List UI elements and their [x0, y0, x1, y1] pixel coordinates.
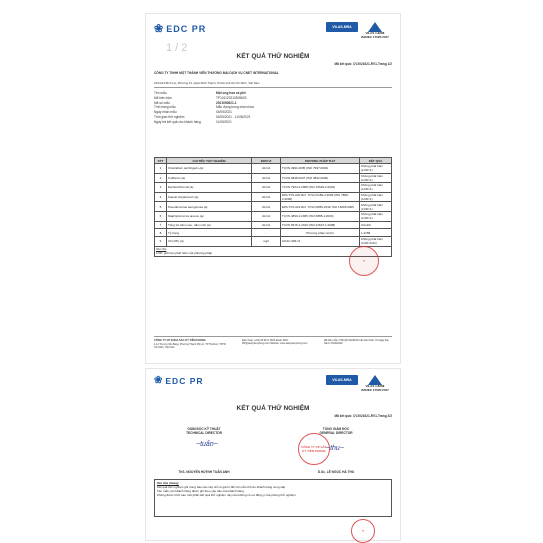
notes-title: Ghi chú: [156, 247, 167, 252]
technical-director-role: GIÁM ĐỐC KỸ THUẬT: [187, 427, 221, 431]
cell-stt: 1: [155, 164, 167, 174]
vilas-mra-badge: VILAS-MRA: [326, 22, 358, 32]
general-director-signature: ~thu~: [326, 445, 344, 452]
cell-result: Không phát hiện (LOD=1): [360, 173, 392, 183]
general-director-role: TỔNG GIÁM ĐỐC: [322, 427, 350, 431]
table-row: [155, 192, 392, 202]
cell-unit: cfu/ml: [252, 192, 281, 202]
sample-info-value: 11/05/2021: [216, 119, 232, 124]
cell-parameter: Coliforms (a): [167, 173, 252, 183]
aplac-line: ISO/IEC 17025:2017: [361, 34, 389, 39]
sample-info-label: Thời gian thử nghiệm: [154, 114, 185, 119]
customer-company: CÔNG TY TNHH MỘT THÀNH VIÊN THƯƠNG MẠI DỊCH VỤ CNET INTERNATIONAL: [154, 71, 279, 75]
report-title: KẾT QUẢ THỬ NGHIỆM: [236, 53, 310, 60]
cell-parameter: Escherichia coli (a): [167, 183, 252, 193]
report-title: KẾT QUẢ THỬ NGHIỆM: [236, 405, 310, 412]
page-indicator: 1 / 2: [166, 42, 188, 54]
table-row: [155, 164, 392, 174]
general-director-name: D.Sc. LÊ NGỌC HÀ THU: [317, 470, 355, 474]
cell-unit: mg/l: [252, 237, 281, 247]
accreditation-logos: [326, 22, 389, 39]
notes-text: LOD: giới hạn phát hiện của phương pháp: [156, 251, 213, 256]
report-page-2: [146, 369, 400, 540]
cell-method: EPA-TP1-020 Ref. TCVN 6189-2:2009 (ISO 7899-2:2000): [281, 192, 360, 202]
cell-parameter: Chì (Pb) (a): [167, 237, 252, 247]
cell-method: AOAC 999.11: [281, 237, 360, 247]
cell-result: Không phát hiện (LOD=1): [360, 183, 392, 193]
footer-company: CÔNG TY CP KHOA SẮC KÝ TIÊN PHONG: [154, 339, 206, 342]
customer-address: 23/31/23 Bình Lợi, Phường 13, Quận Bình Thạnh, Thành phố Hồ Chí Minh, Việt Nam: [154, 81, 260, 85]
cell-method: Phương pháp nội bộ: [281, 229, 360, 237]
report-code: Mã kết quả: CV2021621-RV1-Trang 1/2: [334, 62, 392, 66]
divider: [154, 87, 392, 88]
red-seal-stamp: ✦: [349, 246, 379, 276]
table-row: [155, 221, 392, 229]
aplac-logo: [361, 22, 389, 39]
table-row: [155, 211, 392, 221]
footer-contact: Điện thoại: (+84) 28 6271 1823 Email: EDC-PR@sackytienphong.com Website: www.sackytienphong.com: [242, 339, 308, 346]
general-note-item: Kết quả thử nghiệm ghi trong báo cáo này chỉ có giá trị đối với mẫu thử do khách hàng cung cấp.: [157, 485, 287, 489]
cell-result: Không phát hiện (LOD=1): [360, 211, 392, 221]
table-row: [155, 183, 392, 193]
col-header-method: PHƯƠNG PHÁP THỬ: [281, 158, 360, 164]
footer-form-meta: Mã biểu mẫu: 07R-QP-0023/F02 Lần ban hành: 01 Ngày ban hành: 03/09/2020: [324, 339, 389, 346]
footer-divider: [154, 336, 392, 337]
edc-logo: [154, 375, 204, 386]
sample-info-value: Một ong hoa cà phê: [216, 91, 246, 95]
cell-result: Không phát hiện (LOD=1): [360, 202, 392, 212]
aplac-line: VILAS 1.8268: [365, 384, 385, 388]
col-header-parameter: CHỈ TIÊU THỬ NGHIỆM: [167, 158, 252, 164]
sample-info: [154, 91, 392, 125]
sample-info-label: Tên mẫu: [154, 91, 167, 95]
cell-stt: 2: [155, 173, 167, 183]
red-seal-stamp: ✦: [351, 519, 375, 543]
cell-parameter: Clostridium perfringens (a): [167, 164, 252, 174]
logo-text: EDC PR: [165, 375, 204, 386]
col-header-unit: ĐƠN VỊ: [252, 158, 281, 164]
cell-method: TCVN 8275-1:2010 (ISO 21527-1:2008): [281, 221, 360, 229]
sample-info-label: Mã số mẫu: [154, 100, 170, 105]
sample-info-value: TP101120210505603: [216, 95, 247, 100]
stamp-text: CÔNG TY CP SẮC KÝ TIÊN PHONG: [301, 445, 327, 453]
aplac-line: VILAS 1.8268: [365, 31, 385, 35]
vilas-mra-badge: VILAS-MRA: [326, 375, 358, 385]
cell-parameter: Staphylococcus aureus (a): [167, 211, 252, 221]
sample-info-label: Ngày trả kết quả cho khách hàng: [154, 119, 201, 124]
edc-logo-icon: ❀: [154, 375, 163, 386]
report-code: Mã kết quả: CV2021621-RV1-Trang 2/2: [334, 414, 392, 418]
cell-result: Không phát hiện (LOD=0,02): [360, 237, 392, 247]
sample-info-label: Mã biên bản: [154, 95, 172, 100]
cell-stt: 7: [155, 221, 167, 229]
cell-stt: 3: [155, 183, 167, 193]
cell-stt: 6: [155, 211, 167, 221]
cell-unit: cfu/ml: [252, 202, 281, 212]
cell-unit: cfu/ml: [252, 211, 281, 221]
sample-info-row: [154, 120, 392, 125]
sample-info-label: Tình trạng mẫu: [154, 105, 176, 110]
footer-address: 1-14 Trương Văn Bang, Phường Thạnh Mỹ Lợi, TP.Thủ Đức, TP.Hồ Chí Minh, Việt Nam: [154, 343, 226, 349]
cell-unit: cfu/ml: [252, 221, 281, 229]
col-header-stt: STT: [155, 158, 167, 164]
technical-director-signature: ~tuấn~: [196, 441, 218, 448]
edc-logo: [154, 22, 206, 35]
sample-info-value: Mẫu đựng trong chai nhựa: [216, 105, 254, 110]
cell-result: Không phát hiện (LOD=1): [360, 192, 392, 202]
col-header-result: KẾT QUẢ: [360, 158, 392, 164]
general-notes-title: Ghi chú chung:: [157, 481, 179, 485]
cell-method: EPA-TP1-019 Ref. TCVN 8881:2011/ ISO 16266:2006: [281, 202, 360, 212]
cell-parameter: Tổng số nấm men, nấm mốc (a): [167, 221, 252, 229]
sample-info-value: 04/05/2021 - 11/05/2021: [216, 114, 251, 119]
table-row: [155, 229, 392, 237]
general-note-item: Không được trích sao một phần kết quả thử nghiệm này nếu không có sự đồng ý của phòng thử nghiệm.: [157, 493, 297, 497]
logo-text: EDC PR: [166, 23, 207, 34]
cell-unit: -: [252, 229, 281, 237]
cell-unit: cfu/ml: [252, 164, 281, 174]
cell-result: Không phát hiện (LOD=1): [360, 164, 392, 174]
cell-stt: 9: [155, 237, 167, 247]
table-row: [155, 237, 392, 247]
cell-unit: cfu/ml: [252, 173, 281, 183]
sample-info-value: 2021000621-1: [216, 100, 237, 105]
cell-result: 9,0x10¹: [360, 221, 392, 229]
cell-unit: cfu/ml: [252, 183, 281, 193]
cell-method: TCVN 7924-2:2008 (ISO 16649-2:2001): [281, 183, 360, 193]
cell-parameter: Tỷ trọng: [167, 229, 252, 237]
accreditation-logos: [326, 375, 389, 392]
general-director-role-en: GENERAL DIRECTOR: [319, 431, 353, 435]
cell-parameter: Faecal streptococci (a): [167, 192, 252, 202]
general-notes-box: [154, 479, 392, 517]
aplac-line: ISO/IEC 17025:2017: [361, 387, 389, 392]
general-note-item: Tên mẫu, tên khách hàng được ghi theo yêu cầu của khách hàng.: [157, 489, 245, 493]
sample-info-label: Ngày nhận mẫu: [154, 110, 177, 115]
aplac-logo: [361, 375, 389, 392]
edc-logo-icon: ❀: [154, 23, 164, 35]
cell-method: TCVN 6848:2007 (ISO 4832:2006): [281, 173, 360, 183]
cell-result: 1.4158: [360, 229, 392, 237]
cell-parameter: Pseudomonas aeruginosa (a): [167, 202, 252, 212]
results-table: [154, 157, 392, 257]
table-row: [155, 202, 392, 212]
technical-director-name: ThS. NGUYỄN HUỲNH TUẤN ANH: [178, 470, 230, 474]
table-row: [155, 173, 392, 183]
cell-stt: 8: [155, 229, 167, 237]
report-page-1: [146, 14, 400, 363]
cell-stt: 5: [155, 202, 167, 212]
cell-stt: 4: [155, 192, 167, 202]
technical-director-role-en: TECHNICAL DIRECTOR: [186, 431, 222, 435]
sample-info-value: 04/05/2021: [216, 110, 232, 115]
cell-method: TCVN 4830-1:2005 (ISO 6888-1:2003): [281, 211, 360, 221]
cell-method: TCVN 4991:2005 (ISO 7937:2004): [281, 164, 360, 174]
